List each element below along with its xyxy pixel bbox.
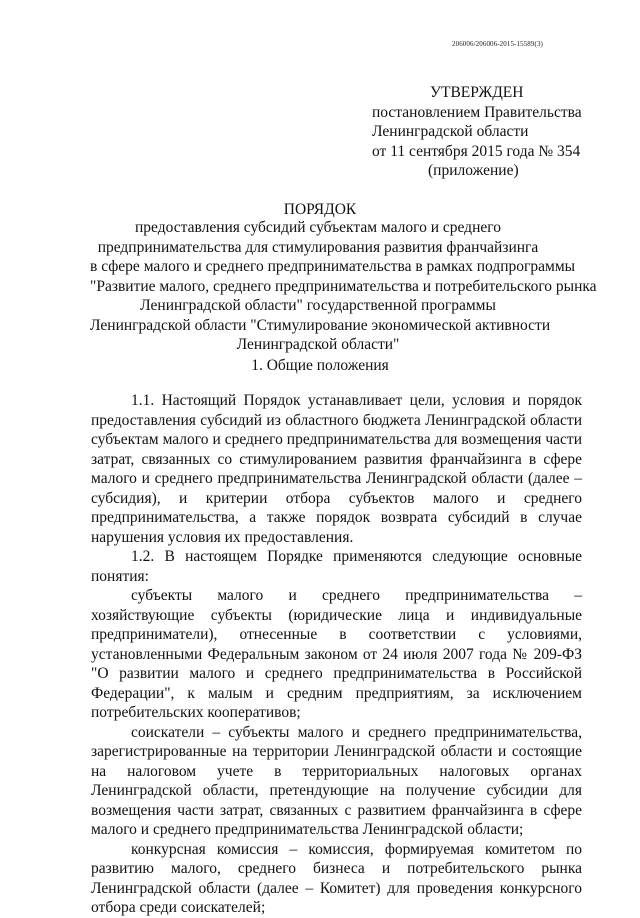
- subtitle-line: предпринимательства для стимулирования развития франчайзинга: [97, 238, 539, 256]
- subtitle-line: Ленинградской области "Стимулирование экономической активности: [90, 316, 551, 334]
- document-title: ПОРЯДОК: [283, 201, 357, 218]
- approval-stamp: [372, 83, 612, 181]
- paragraph: субъекты малого и среднего предпринимательства – хозяйствующие субъекты (юридические лица и индивидуальные предприниматели), отнесенные в соответствии с условиями, установленными Федеральным законом от 24 июля 2007 года № 209-ФЗ "О развитии малого и среднего предпринимательства в Российской Федерации", к малым и средним предприятиям, за исключением потребительских кооперативов;: [91, 587, 582, 721]
- subtitle-line: Ленинградской области" государственной программы: [140, 297, 496, 314]
- document-id: 206006/206006-2015-15589(3): [452, 40, 543, 48]
- document-body: [91, 391, 582, 918]
- approval-heading: УТВЕРЖДЕН: [430, 84, 524, 101]
- section-heading: 1. Общие положения: [251, 357, 389, 374]
- subtitle-line: "Развитие малого, среднего предпринимательства и потребительского рынка: [90, 277, 597, 295]
- subtitle-line: Ленинградской области": [236, 336, 400, 353]
- paragraph: 1.1. Настоящий Порядок устанавливает цели, условия и порядок предоставления субсидий из областного бюджета Ленинградской области субъектам малого и среднего предпринимательства для возмещения части затрат, связанных со стимулированием развития франчайзинга в сфере малого и среднего предпринимательства Ленинградской области (далее – субсидия), и критерии отбора субъектов малого и среднего предпринимательства, а также порядок возврата субсидий в случае нарушения условия их предоставления.: [91, 392, 582, 546]
- approval-line-2: Ленинградской области: [372, 123, 529, 140]
- paragraph: 1.2. В настоящем Порядке применяются следующие основные понятия:: [91, 548, 582, 585]
- subtitle-line: в сфере малого и среднего предпринимательства в рамках подпрограммы: [90, 258, 576, 275]
- paragraph: конкурсная комиссия – комиссия, формируемая комитетом по развитию малого, среднего бизнеса и потребительского рынка Ленинградской области (далее – Комитет) для проведения конкурсного отбора среди соискателей;: [91, 840, 582, 916]
- approval-line-3: от 11 сентября 2015 года № 354: [372, 142, 581, 160]
- subtitle-line: предоставления субсидий субъектам малого и среднего: [135, 219, 501, 236]
- approval-annex: (приложение): [428, 162, 519, 179]
- paragraph: соискатели – субъекты малого и среднего предпринимательства, зарегистрированные на территории Ленинградской области и состоящие на налоговом учете в территориальных налоговых органах Ленинградской области, претендующие на получение субсидии для возмещения части затрат, связанных с развитием франчайзинга в сфере малого и среднего предпринимательства Ленинградской области;: [91, 723, 582, 838]
- approval-line-1: постановлением Правительства: [372, 103, 582, 121]
- document-subtitle: [90, 218, 597, 355]
